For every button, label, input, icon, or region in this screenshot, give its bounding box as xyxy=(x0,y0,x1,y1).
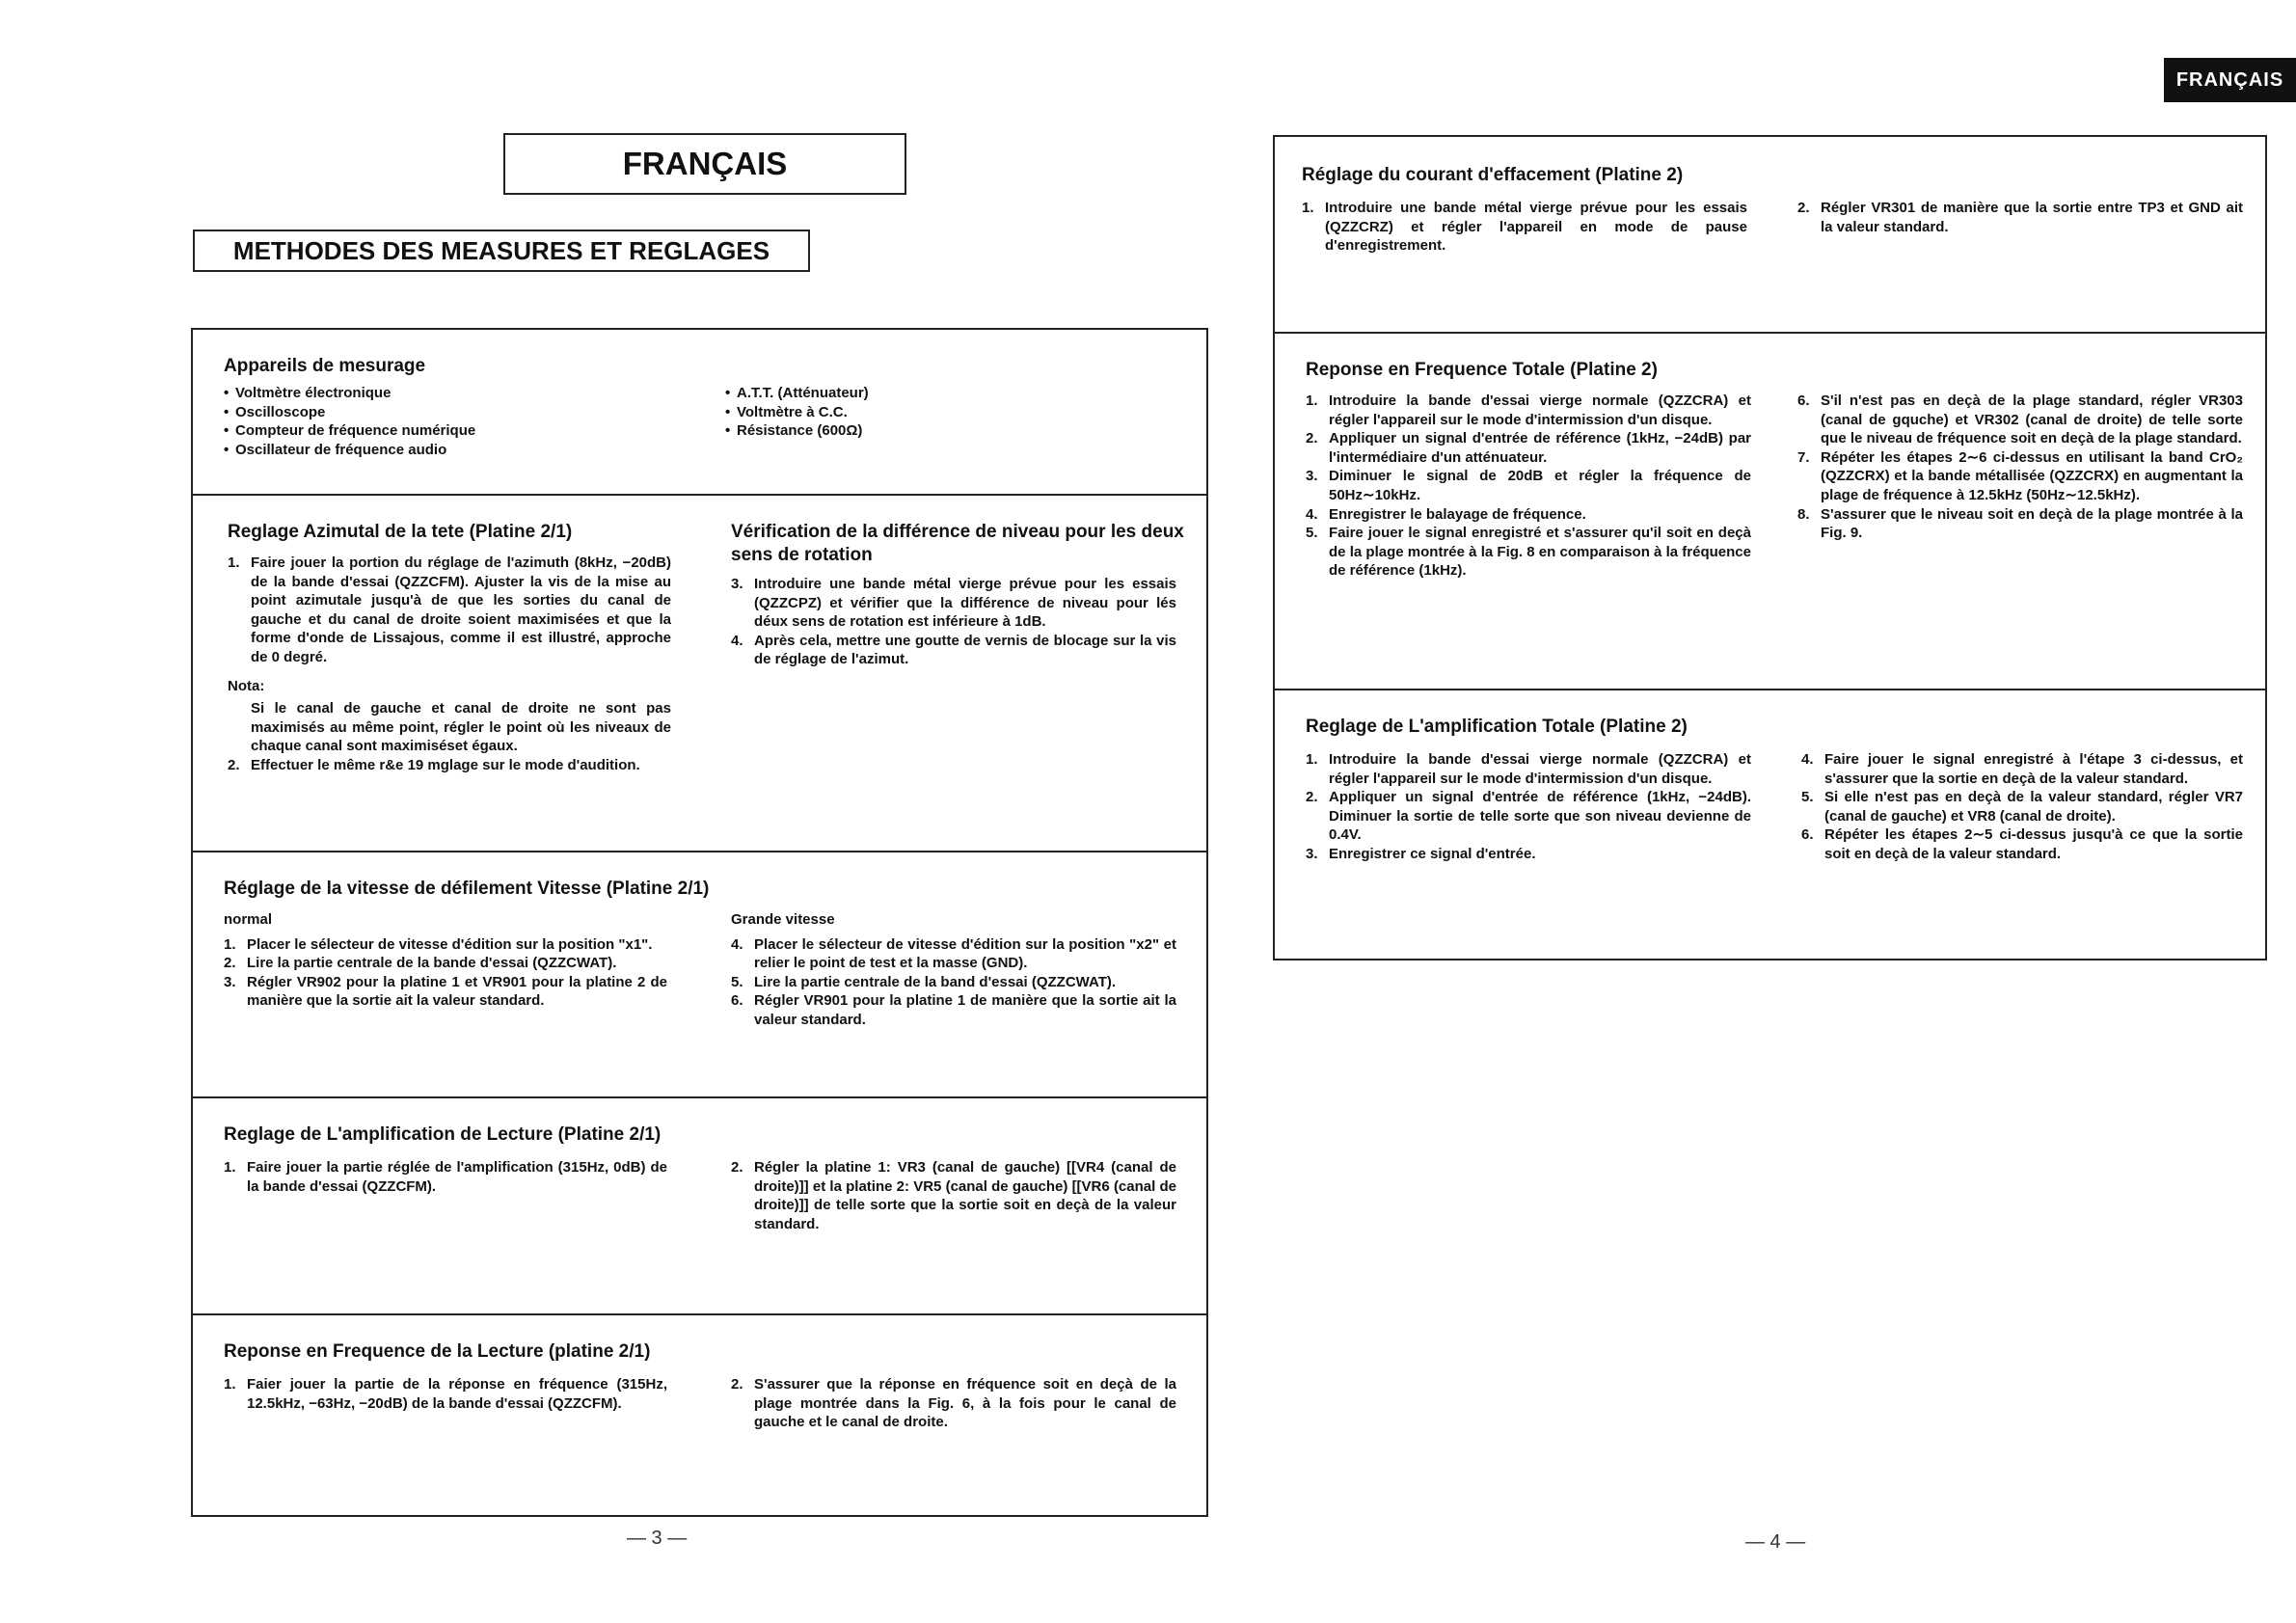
procedure-list xyxy=(1797,199,2243,236)
section-title: Reponse en Frequence Totale (Platine 2) xyxy=(1306,360,1658,380)
list-item: • Voltmètre électronique xyxy=(224,384,648,403)
procedure-list xyxy=(731,1158,1176,1233)
list-item: 2. Appliquer un signal d'entrée de référence (1kHz, −24dB). Diminuer la sortie de telle sorte que son niveau devienne de 0.4V. xyxy=(1306,789,1751,844)
list-item: • Oscilloscope xyxy=(224,403,648,422)
list-item: 2. Appliquer un signal d'entrée de référence (1kHz, −24dB) par l'intermédiaire d'un atténuateur. xyxy=(1306,430,1751,466)
section-effacement xyxy=(1275,137,2265,332)
list-item: 2. S'assurer que la réponse en fréquence soit en deçà de la plage montrée dans la Fig. 6, à la fois pour le canal de gauche et le canal de droite. xyxy=(731,1376,1176,1431)
procedure-list xyxy=(224,1158,667,1196)
section-title: Appareils de mesurage xyxy=(224,356,426,376)
section-title: Reglage de L'amplification Totale (Platine 2) xyxy=(1306,717,1688,737)
procedure-list xyxy=(1302,199,1747,256)
section-amplification-totale xyxy=(1275,689,2265,960)
language-tab: FRANÇAIS xyxy=(2164,58,2296,102)
list-item: 4. Après cela, mettre une goutte de vernis de blocage sur la vis de réglage de l'azimut. xyxy=(731,632,1176,668)
nota-text: Si le canal de gauche et canal de droite ne sont pas maximisés au même point, régler le point où les niveaux de chaque canal sont maximiséset égaux. xyxy=(251,700,671,755)
grande-vitesse-label: Grande vitesse xyxy=(731,911,835,928)
list-item: 1. Faire jouer la portion du réglage de l'azimuth (8kHz, −20dB) de la bande d'essai (QZZCFM). Ajuster la vis de la mise au point azimutale jusqu'à de que les sorties du canal de gauche et du canal de droite soient maximisées et que la forme d'onde de Lissajous, comme il est illustré, approche de 0 degré. xyxy=(228,555,671,665)
list-item: 6. S'il n'est pas en deçà de la plage standard, régler VR303 (canal de gquche) et VR302 (canal de droite) de telle sorte que le niveau de fréquence soit en deçà de la plage standard. xyxy=(1797,392,2243,447)
list-item: • Voltmètre à C.C. xyxy=(725,403,1149,422)
section-title: Reglage Azimutal de la tete (Platine 2/1) xyxy=(228,522,573,542)
equipment-list xyxy=(725,384,1149,441)
list-item: 8. S'assurer que le niveau soit en deçà de la plage montrée à la Fig. 9. xyxy=(1797,505,2243,542)
section-frequence-totale xyxy=(1275,332,2265,689)
list-item: 3. Diminuer le signal de 20dB et régler la fréquence de 50Hz∼10kHz. xyxy=(1306,468,1751,503)
list-item: 6. Répéter les étapes 2∼5 ci-dessus jusqu'à ce que la sortie soit en deçà de la valeur standard. xyxy=(1801,826,2243,862)
list-item: 2. Effectuer le même r&e 19 mglage sur le mode d'audition. xyxy=(228,756,640,773)
procedure-list xyxy=(228,756,671,775)
page-number-left: — 3 — xyxy=(627,1528,688,1549)
procedure-list xyxy=(1306,750,1751,864)
procedure-list xyxy=(731,935,1176,1030)
normal-label: normal xyxy=(224,911,273,928)
procedure-list xyxy=(224,1375,667,1413)
right-content-box xyxy=(1273,135,2267,960)
list-item: 1. Introduire la bande d'essai vierge normale (QZZCRA) et régler l'appareil sur le mode d'intermission d'un disque. xyxy=(1306,751,1751,787)
list-item: 3. Enregistrer ce signal d'entrée. xyxy=(1306,845,1536,862)
list-item: • Oscillateur de fréquence audio xyxy=(224,441,648,460)
list-item: 3. Régler VR902 pour la platine 1 et VR901 pour la platine 2 de manière que la sortie ait la valeur standard. xyxy=(224,973,667,1010)
procedure-list xyxy=(1801,750,2243,864)
list-item: 2. Régler la platine 1: VR3 (canal de gauche) [[VR4 (canal de droite)]] et la platine 2: VR5 (canal de gauche) [[VR6 (canal de droite)]] de telle sorte que la sortie soit en deçà de la valeur standard. xyxy=(731,1159,1176,1232)
list-item: 1. Faier jouer la partie de la réponse en fréquence (315Hz, 12.5kHz, −63Hz, −20dB) de la bande d'essai (QZZCFM). xyxy=(224,1376,667,1412)
section-title: Reglage de L'amplification de Lecture (Platine 2/1) xyxy=(224,1124,662,1145)
list-item: 1. Introduire la bande d'essai vierge normale (QZZCRA) et régler l'appareil sur le mode d'intermission d'un disque. xyxy=(1306,392,1751,428)
equipment-list xyxy=(224,384,648,459)
page-title: FRANÇAIS xyxy=(503,133,906,195)
list-item: 6. Régler VR901 pour la platine 1 de manière que la sortie ait la valeur standard. xyxy=(731,992,1176,1028)
list-item: 2. Régler VR301 de manière que la sortie entre TP3 et GND ait la valeur standard. xyxy=(1797,200,2243,235)
section-amplification-lecture xyxy=(193,1096,1206,1313)
section-title: Reponse en Frequence de la Lecture (platine 2/1) xyxy=(224,1341,651,1362)
section-title: Réglage de la vitesse de défilement Vitesse (Platine 2/1) xyxy=(224,879,710,899)
procedure-list xyxy=(731,1375,1176,1432)
procedure-list xyxy=(1306,392,1751,581)
section-azimutal xyxy=(193,494,1206,851)
section-title: Vérification de la différence de niveau pour les deux sens de rotation xyxy=(731,522,1184,565)
procedure-list xyxy=(224,935,667,1011)
list-item: • Résistance (600Ω) xyxy=(725,421,1149,441)
procedure-list xyxy=(228,554,671,667)
list-item: 4. Faire jouer le signal enregistré à l'étape 3 ci-dessus, et s'assurer que la sortie en deçà de la valeur standard. xyxy=(1801,751,2243,787)
procedure-list xyxy=(1797,392,2243,543)
left-content-box xyxy=(191,328,1208,1517)
list-item: 1. Faire jouer la partie réglée de l'amplification (315Hz, 0dB) de la bande d'essai (QZZCFM). xyxy=(224,1159,667,1195)
nota-label: Nota: xyxy=(228,677,265,694)
list-item: 4. Enregistrer le balayage de fréquence. xyxy=(1306,505,1586,523)
section-title: Réglage du courant d'effacement (Platine 2) xyxy=(1302,165,1684,185)
section-appareils xyxy=(193,330,1206,494)
list-item: 3. Introduire une bande métal vierge prévue pour les essais (QZZCPZ) et vérifier que la différence de niveau pour lés déux sens de rotation est inférieure à 1dB. xyxy=(731,576,1176,631)
section-vitesse xyxy=(193,851,1206,1096)
list-item: 7. Répéter les étapes 2∼6 ci-dessus en utilisant la band CrO₂ (QZZCRX) et la bande métallisée (QZZCRX) en augmentant la plage de fréquence à 12.5kHz (50Hz∼12.5kHz). xyxy=(1797,448,2243,503)
list-item: 5. Lire la partie centrale de la band d'essai (QZZCWAT). xyxy=(731,973,1117,990)
list-item: 5. Si elle n'est pas en deçà de la valeur standard, régler VR7 (canal de gauche) et VR8 (canal de droite). xyxy=(1801,789,2243,825)
list-item: 4. Placer le sélecteur de vitesse d'édition sur la position "x2" et relier le point de test et la masse (GND). xyxy=(731,935,1176,972)
list-item: 2. Lire la partie centrale de la bande d'essai (QZZCWAT). xyxy=(224,955,617,972)
procedure-list xyxy=(731,575,1176,669)
list-item: 5. Faire jouer le signal enregistré et s'assurer qu'il soit en deçà de la plage montrée à la Fig. 8 en comparaison à la fréquence de référence (1kHz). xyxy=(1306,525,1751,580)
list-item: 1. Placer le sélecteur de vitesse d'édition sur la position "x1". xyxy=(224,935,653,953)
page-number-right: — 4 — xyxy=(1745,1531,1806,1553)
list-item: • A.T.T. (Atténuateur) xyxy=(725,384,1149,403)
section-reponse-lecture xyxy=(193,1313,1206,1517)
list-item: 1. Introduire une bande métal vierge prévue pour les essais (QZZCRZ) et régler l'appareil en mode de pause d'enregistrement. xyxy=(1302,200,1747,255)
list-item: • Compteur de fréquence numérique xyxy=(224,421,648,441)
page-subtitle: METHODES DES MEASURES ET REGLAGES xyxy=(193,230,810,272)
